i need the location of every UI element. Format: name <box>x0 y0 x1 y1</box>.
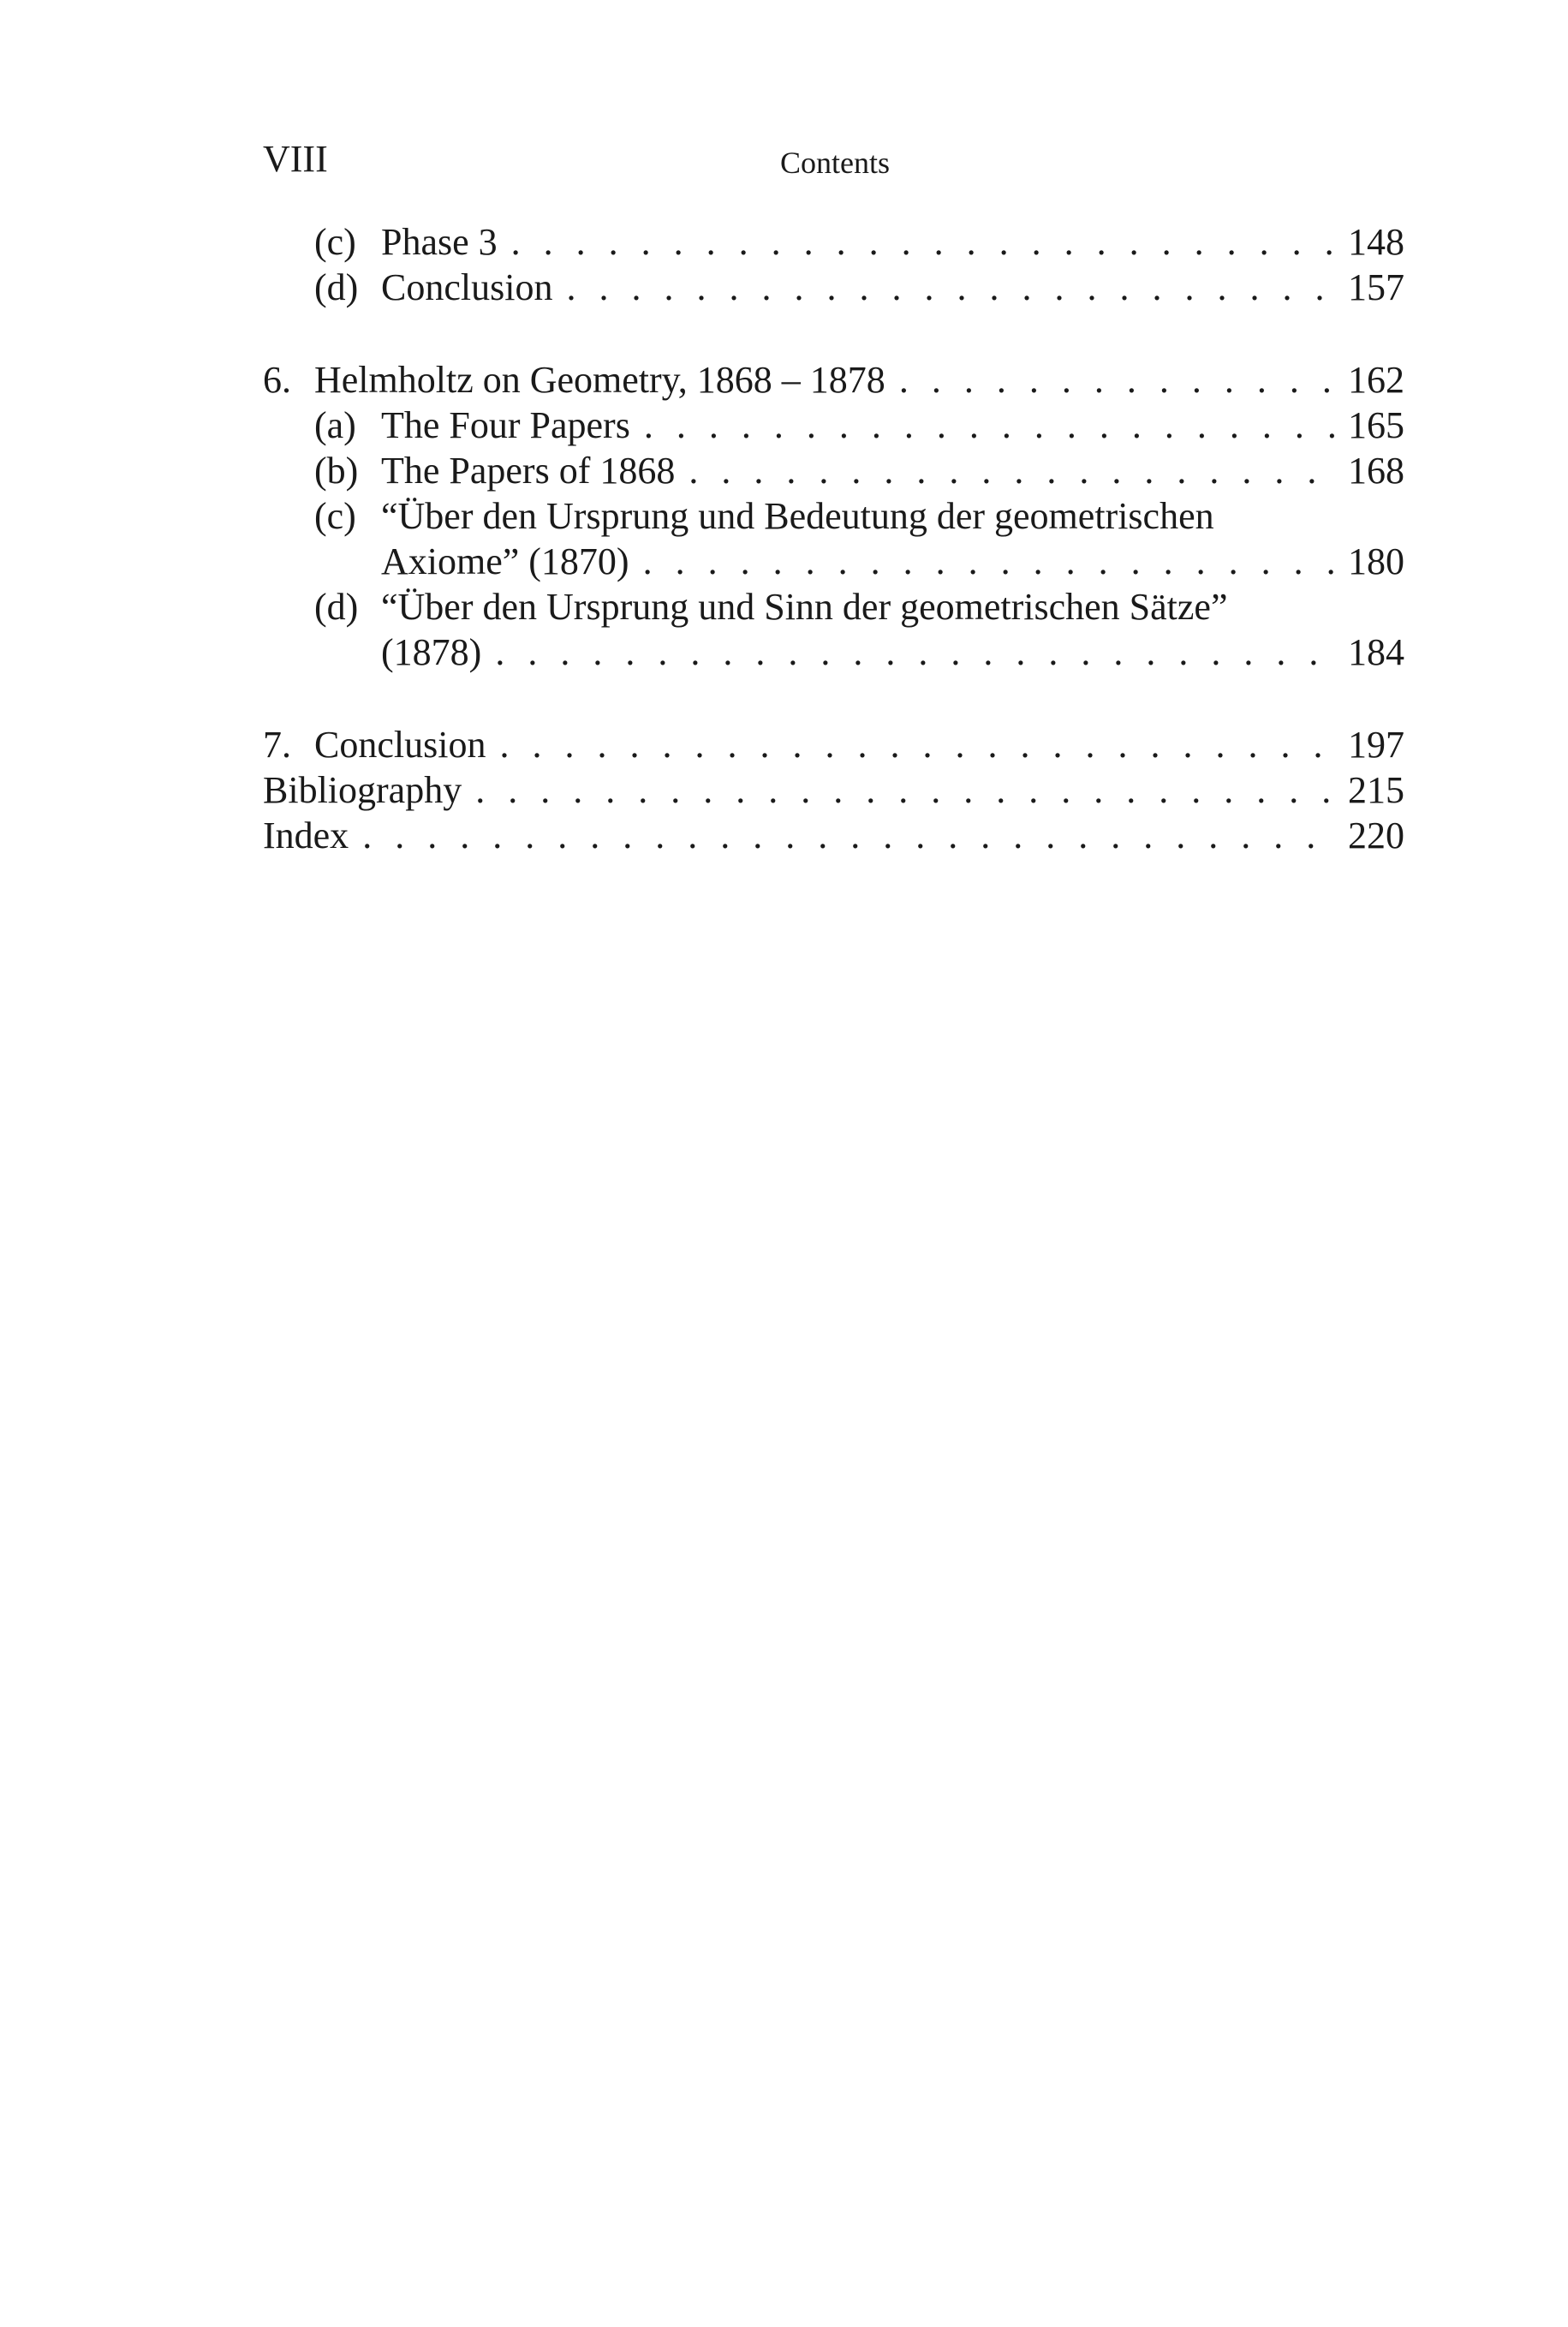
toc-entry-page: 162 <box>1348 359 1404 401</box>
toc-entry-page: 165 <box>1348 404 1404 446</box>
toc-entry-label: Phase 3 <box>381 221 498 263</box>
toc-entry-number: (d) <box>314 266 359 308</box>
toc-entry-page: 148 <box>1348 221 1404 263</box>
toc-entry-chapter-7[interactable] <box>263 722 1404 767</box>
section-gap <box>263 675 1404 722</box>
toc-entry-label: Bibliography <box>263 769 462 811</box>
toc-entry-6c-line1[interactable] <box>263 493 1404 539</box>
toc-entry-label: “Über den Ursprung und Bedeutung der geometrischen <box>381 495 1214 537</box>
toc-entry-page: 184 <box>1348 631 1404 673</box>
toc-entry-6a[interactable] <box>263 403 1404 448</box>
toc-entry-bibliography[interactable] <box>263 767 1404 813</box>
toc-entry-label: Conclusion <box>314 724 486 766</box>
toc-entry-page: 220 <box>1348 814 1404 856</box>
toc-entry-label: Helmholtz on Geometry, 1868 – 1878 <box>314 359 885 401</box>
toc-entry-number: (a) <box>314 404 356 446</box>
running-head: Contents <box>779 146 890 180</box>
toc-entry-label-continued: Axiome” (1870) <box>381 540 629 582</box>
toc-entry-phase-3[interactable] <box>263 219 1404 265</box>
toc-entry-number: (d) <box>314 586 359 628</box>
toc-entry-number: (c) <box>314 495 356 537</box>
dot-leader <box>499 722 1336 767</box>
dot-leader <box>475 767 1336 813</box>
page-number: VIII <box>263 138 328 180</box>
toc-entry-page: 215 <box>1348 769 1404 811</box>
toc-entry-index[interactable] <box>263 813 1404 858</box>
toc-entry-chapter-6[interactable] <box>263 357 1404 403</box>
toc-entry-6c-line2[interactable] <box>263 539 1404 584</box>
toc-entry-label-continued: (1878) <box>381 631 482 673</box>
toc-entry-label: The Papers of 1868 <box>381 450 676 492</box>
toc-entry-6d-line2[interactable] <box>263 629 1404 675</box>
toc-entry-6b[interactable] <box>263 448 1404 493</box>
dot-leader <box>643 539 1336 584</box>
table-of-contents <box>263 219 1404 858</box>
toc-entry-number: 6. <box>263 359 291 401</box>
toc-entry-label: The Four Papers <box>381 404 630 446</box>
dot-leader <box>511 219 1336 265</box>
dot-leader <box>495 629 1336 675</box>
toc-entry-number: 7. <box>263 724 291 766</box>
toc-entry-label: Conclusion <box>381 266 553 308</box>
toc-entry-page: 197 <box>1348 724 1404 766</box>
dot-leader <box>362 813 1336 858</box>
section-gap <box>263 310 1404 357</box>
toc-entry-number: (c) <box>314 221 356 263</box>
dot-leader <box>644 403 1336 448</box>
dot-leader <box>566 265 1336 310</box>
toc-entry-conclusion-d[interactable] <box>263 265 1404 310</box>
toc-entry-label: Index <box>263 814 349 856</box>
dot-leader <box>689 448 1336 493</box>
toc-entry-6d-line1[interactable] <box>263 584 1404 629</box>
toc-entry-label: “Über den Ursprung und Sinn der geometrischen Sätze” <box>381 586 1228 628</box>
toc-entry-page: 168 <box>1348 450 1404 492</box>
dot-leader <box>899 357 1336 403</box>
toc-entry-page: 157 <box>1348 266 1404 308</box>
toc-entry-page: 180 <box>1348 540 1404 582</box>
toc-entry-number: (b) <box>314 450 359 492</box>
